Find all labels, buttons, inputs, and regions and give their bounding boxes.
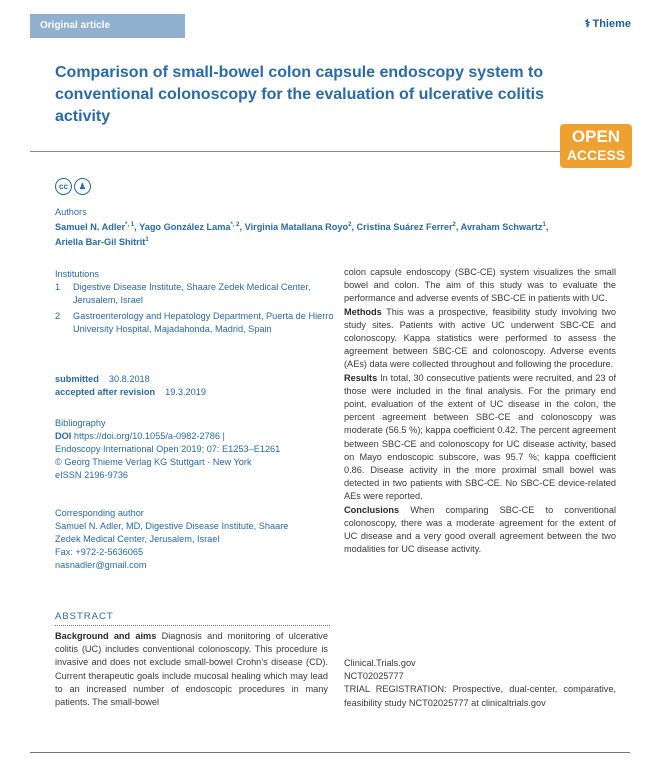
institution-number: 1 [55,282,61,292]
authors-list: Samuel N. Adler$^{*, 1}$, Yago González Lama$^{*, 2}$, Virginia Matallana Royo$^2$, Cristina Suárez Ferrer$^2$, Avraham Schwartz$^1$, Ariella Bar-Gil Shitrit$^1$ [55,222,549,248]
corresponding-line: Zedek Medical Center, Jerusalem, Israel [55,534,220,544]
open-access-line1: OPEN [571,127,621,146]
author-affiliation: 1 [542,222,546,228]
author-name[interactable]: Cristina Suárez Ferrer [356,222,453,233]
institutions-label: Institutions [55,269,99,279]
by-icon[interactable]: ♟ [74,178,91,195]
abstract-heading: ABSTRACT [55,611,114,622]
article-dates [55,373,335,399]
registry-id: NCT02025777 [344,671,404,682]
abstract-column-left [55,630,328,709]
accepted-label: accepted after revision [55,387,156,397]
author-affiliation: 2 [348,222,352,228]
bibliography [55,430,335,482]
article-type-tag: Original article [30,14,185,38]
corresponding-author [55,520,335,572]
publisher-name: Thieme [592,18,631,30]
doi-link[interactable]: https://doi.org/10.1055/a-0982-2786 | [73,431,225,441]
abstract-divider [55,625,330,626]
corresponding-line: Samuel N. Adler, MD, Digestive Disease Institute, Shaare [55,521,289,531]
institution-number: 2 [55,311,61,321]
abstract-column-right [344,266,616,556]
bibliography-label: Bibliography [55,418,106,428]
title-divider [30,151,600,152]
background-label: Background and aims [55,631,157,641]
article-title: Comparison of small-bowel colon capsule endoscopy system to conventional colonoscopy for the evaluation of ulcerative colitis activity [55,64,544,125]
author-name[interactable]: Virginia Matallana Royo [244,222,349,233]
author-name[interactable]: Samuel N. Adler [55,222,126,233]
author-name[interactable]: Yago González Lama [139,222,231,233]
results-label: Results [344,372,378,383]
author-affiliation: *, 1 [125,222,135,228]
author-name[interactable]: Ariella Bar-Gil Shitrit [55,237,146,248]
registry-name: Clinical.Trials.gov [344,658,416,668]
author-affiliation: 1 [145,237,149,244]
methods-label: Methods [344,306,382,317]
accepted-date: 19.3.2019 [165,387,206,397]
email-link[interactable]: nasnadler@gmail.com [55,560,147,570]
corresponding-author-label: Corresponding author [55,508,144,518]
thieme-logo-icon: ⚕ [584,18,591,30]
fax-number: Fax: +972-2-5636065 [55,547,144,557]
registration-text: TRIAL REGISTRATION: Prospective, dual-center, comparative, feasibility study NCT02025777 at clinicaltrials.gov [344,684,616,708]
submitted-label: submitted [55,374,99,384]
copyright-notice: © Georg Thieme Verlag KG Stuttgart · New York [55,457,252,467]
institutions-list [55,281,335,339]
eissn: eISSN 2196-9736 [55,470,129,480]
publisher-logo[interactable] [585,17,631,30]
conclusions-text: When comparing SBC-CE to conventional colonoscopy, there was a moderate agreement for the extent of UC disease and a very good overall agreement between the two modalities for UC disease activity. [344,504,616,555]
doi-label: DOI [55,431,72,441]
institution-text: Gastroenterology and Hepatology Department, Puerta de Hierro University Hospital, Majadahonda, Madrid, Spain [73,311,334,334]
author-name[interactable]: Avraham Schwartz [460,222,543,233]
submitted-date: 30.8.2018 [108,374,150,384]
institution-text: Digestive Disease Institute, Shaare Zedek Medical Center, Jerusalem, Israel [73,282,311,305]
footer-divider [30,752,630,753]
institution-item [55,310,335,336]
results-text: In total, 30 consecutive patients were recruited, and 23 of those were included in the final analysis. For the primary end point, evaluation of the extent of UC disease in the colon, the percent agreement between SBC-CE and colonoscopy was moderate (56.5 %); kappa coefficient 0.42. The percent agreement between SBC-CE and colonoscopy for UC disease activity, based on Mayo endoscopic subscore, was 95.7 %; kappa coefficient 0.86. Disease activity in the more proximal small bowel was detected in two patients with SBC-CE. No SBC-CE device-related AEs were reported. [344,372,616,502]
author-affiliation: *, 2 [230,222,240,228]
trial-registration [344,657,616,710]
background-text: Diagnosis and monitoring of ulcerative colitis (UC) includes conventional colonoscopy. This procedure is invasive and does not exclude small-bowel Crohn’s disease (CD). Current therapeutic goals include mucosal healing which may lead to an increased number of endoscopic procedures in many patients. The small-bowel [55,631,329,708]
journal-citation: Endoscopy International Open 2019; 07: E1253–E1261 [55,444,281,454]
background-text-cont: colon capsule endoscopy (SBC-CE) system visualizes the small bowel and colon. The aim of this study was to evaluate the performance and adverse events of SBC-CE in patients with UC. [344,267,616,304]
institution-item [55,281,335,307]
open-access-badge [560,124,632,168]
cc-icon[interactable]: cc [55,178,72,195]
conclusions-label: Conclusions [344,504,400,515]
authors-label: Authors [55,207,87,217]
license-icons[interactable] [55,178,91,195]
open-access-line2: ACCESS [566,147,626,163]
methods-text: This was a prospective, feasibility study involving two study sites. Patients with active UC underwent SBC-CE and colonoscopy. Kappa statistics were performed to assess the agreement between SBC-CE and colonoscopy. Adverse events (AEs) data were collected throughout and following the procedure. [344,306,616,370]
author-affiliation: 2 [452,222,456,228]
